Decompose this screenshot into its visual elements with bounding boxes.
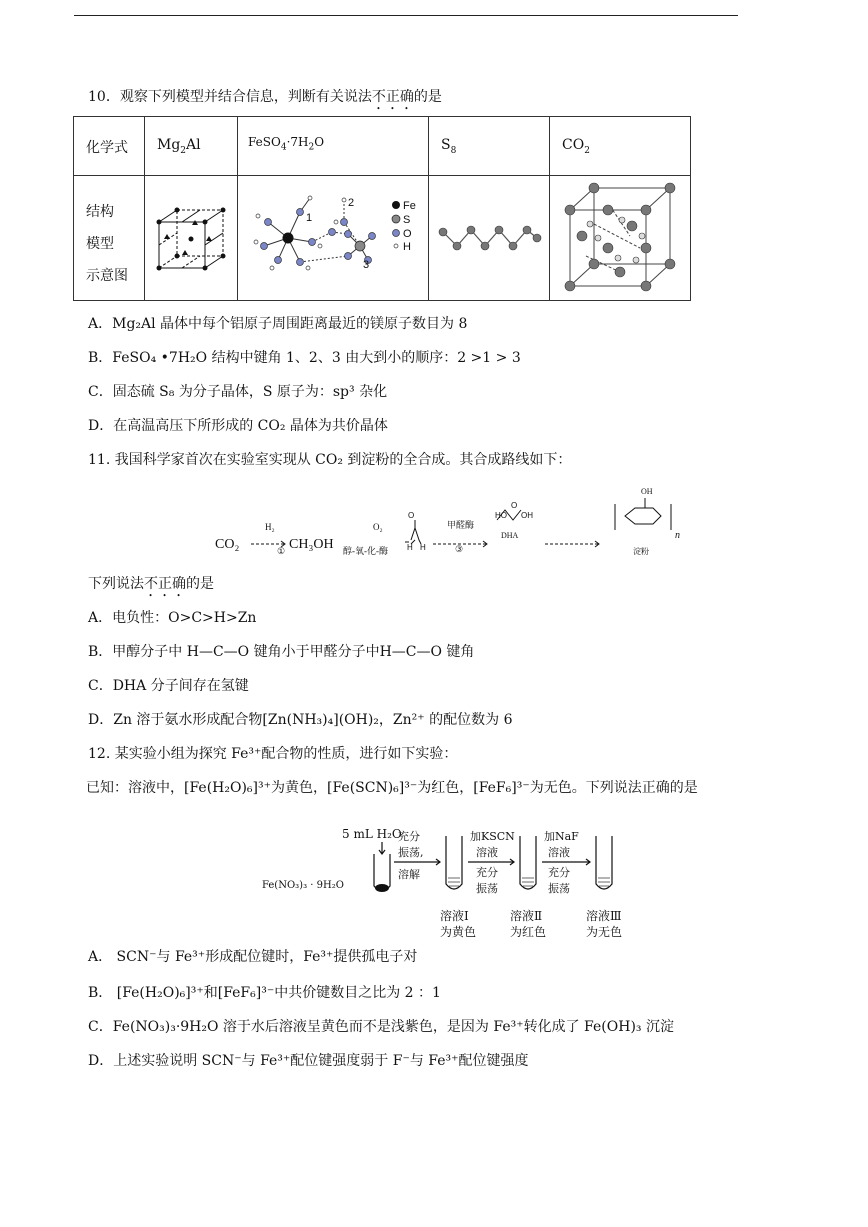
svg-text:DHA: DHA — [501, 531, 519, 540]
svg-text:加KSCN: 加KSCN — [470, 830, 515, 843]
q10-option-b[interactable]: B．FeSO₄ •7H₂O 结构中键角 1、2、3 由大到小的顺序：2 >1 > 3 — [88, 350, 521, 366]
q12-option-d[interactable]: D．上述实验说明 SCN⁻与 Fe³⁺配位键强度弱于 F⁻与 Fe³⁺配位键强度 — [88, 1053, 529, 1069]
q10-stem-emphasis: 不正确 — [371, 89, 414, 105]
mg2al-structure-diagram — [145, 176, 238, 301]
svg-text:S: S — [403, 214, 411, 226]
svg-text:充分: 充分 — [476, 866, 498, 879]
svg-text:Fe(NO₃)₃ · 9H₂O: Fe(NO₃)₃ · 9H₂O — [262, 880, 344, 891]
q10-stem-end: 的是 — [413, 89, 442, 105]
svg-text:振荡: 振荡 — [476, 882, 498, 895]
svg-text:溶液Ⅲ: 溶液Ⅲ — [586, 909, 622, 923]
svg-text:醇-氧-化-酶: 醇-氧-化-酶 — [343, 546, 388, 556]
svg-text:淀粉: 淀粉 — [633, 547, 649, 556]
q12-known: 已知：溶液中，[Fe(H₂O)₆]³⁺为黄色，[Fe(SCN)₆]³⁻为红色，[FeF₆]³⁻为无色。下列说法正确的是 — [86, 780, 698, 796]
svg-text:充分: 充分 — [548, 866, 570, 879]
q12-stem: 12. 某实验小组为探究 Fe³⁺配合物的性质，进行如下实验： — [88, 746, 458, 762]
q11-option-c[interactable]: C．DHA 分子间存在氢键 — [88, 678, 249, 694]
svg-text:1: 1 — [306, 212, 313, 224]
q10-option-c[interactable]: C．固态硫 S₈ 为分子晶体，S 原子为：sp³ 杂化 — [88, 384, 388, 400]
feso4-structure-diagram — [238, 176, 429, 301]
svg-text:OH: OH — [521, 511, 533, 520]
q10-option-d[interactable]: D．在高温高压下所形成的 CO₂ 晶体为共价晶体 — [88, 418, 388, 434]
formula-s8: $S_8$ — [429, 117, 550, 176]
q11-option-a[interactable]: A．电负性：O>C>H>Zn — [88, 610, 257, 626]
svg-text:为无色: 为无色 — [586, 925, 623, 939]
svg-text:O: O — [511, 501, 518, 510]
svg-text:加NaF: 加NaF — [544, 830, 579, 843]
table-label-formula: 化学式 — [74, 117, 145, 176]
svg-text:为黄色: 为黄色 — [440, 925, 477, 939]
svg-text:①: ① — [277, 546, 286, 556]
svg-text:③: ③ — [455, 544, 464, 554]
q12-option-c[interactable]: C．Fe(NO₃)₃·9H₂O 溶于水后溶液呈黄色而不是浅紫色，是因为 Fe³⁺转化成了 Fe(OH)₃ 沉淀 — [88, 1019, 674, 1035]
svg-text:溶液Ⅰ: 溶液Ⅰ — [440, 909, 469, 923]
q12-option-b[interactable]: B． [Fe(H₂O)₆]³⁺和[FeF₆]³⁻中共价键数目之比为 2 ：1 — [88, 985, 441, 1001]
svg-text:H: H — [420, 543, 426, 552]
svg-text:为红色: 为红色 — [510, 925, 547, 939]
svg-text:溶液: 溶液 — [548, 846, 570, 859]
svg-text:溶解: 溶解 — [398, 868, 420, 881]
svg-text:充分: 充分 — [398, 830, 420, 843]
co2-structure-diagram — [550, 176, 691, 301]
q11-option-b[interactable]: B．甲醇分子中 H—C—O 键角小于甲醛分子中H—C—O 键角 — [88, 644, 475, 660]
svg-text:O: O — [408, 511, 415, 520]
svg-text:CH₃OH: CH₃OH — [289, 537, 334, 552]
svg-text:HO: HO — [495, 511, 507, 520]
svg-text:CO₂: CO₂ — [215, 537, 240, 552]
formula-mg2al: $Mg_2Al$ — [145, 117, 238, 176]
svg-text:OH: OH — [641, 487, 653, 496]
svg-text:振荡: 振荡 — [548, 882, 570, 895]
table-label-structure: 结构 模型 示意图 — [74, 176, 145, 301]
svg-text:振荡,: 振荡, — [398, 846, 424, 859]
svg-text:H: H — [403, 241, 411, 253]
svg-text:O: O — [403, 228, 412, 240]
svg-text:2: 2 — [348, 197, 355, 209]
synthesis-route-diagram — [215, 480, 695, 560]
svg-text:甲醛酶: 甲醛酶 — [447, 520, 475, 530]
q11-sub-stem: 下列说法不正确的是 — [88, 576, 214, 592]
svg-text:Fe: Fe — [403, 200, 416, 212]
svg-text:H₂: H₂ — [265, 522, 275, 532]
top-rule — [74, 15, 738, 16]
q10-option-a[interactable]: A．Mg₂Al 晶体中每个铝原子周围距离最近的镁原子数目为 8 — [88, 316, 468, 332]
svg-text:溶液Ⅱ: 溶液Ⅱ — [510, 909, 543, 923]
experiment-diagram — [260, 826, 640, 946]
svg-text:O₂: O₂ — [373, 522, 383, 532]
svg-text:H: H — [407, 543, 413, 552]
svg-text:溶液: 溶液 — [476, 846, 498, 859]
q10-model-table — [73, 116, 691, 301]
svg-text:3: 3 — [363, 259, 370, 271]
s8-structure-diagram — [429, 176, 550, 301]
formula-feso4: $FeSO_4\cdot 7H_2O$ — [238, 117, 429, 176]
q11-stem: 11. 我国科学家首次在实验室实现从 CO₂ 到淀粉的全合成。其合成路线如下： — [88, 452, 572, 468]
q10-stem — [88, 86, 442, 113]
q10-stem-text: 10．观察下列模型并结合信息，判断有关说法 — [88, 89, 372, 105]
q12-option-a[interactable]: A． SCN⁻与 Fe³⁺形成配位键时，Fe³⁺提供孤电子对 — [88, 949, 418, 965]
formula-co2: $CO_2$ — [550, 117, 691, 176]
svg-text:5 mL H₂O: 5 mL H₂O — [342, 827, 402, 841]
svg-text:n: n — [675, 530, 680, 541]
q11-option-d[interactable]: D．Zn 溶于氨水形成配合物[Zn(NH₃)₄](OH)₂，Zn²⁺ 的配位数为 6 — [88, 712, 513, 728]
